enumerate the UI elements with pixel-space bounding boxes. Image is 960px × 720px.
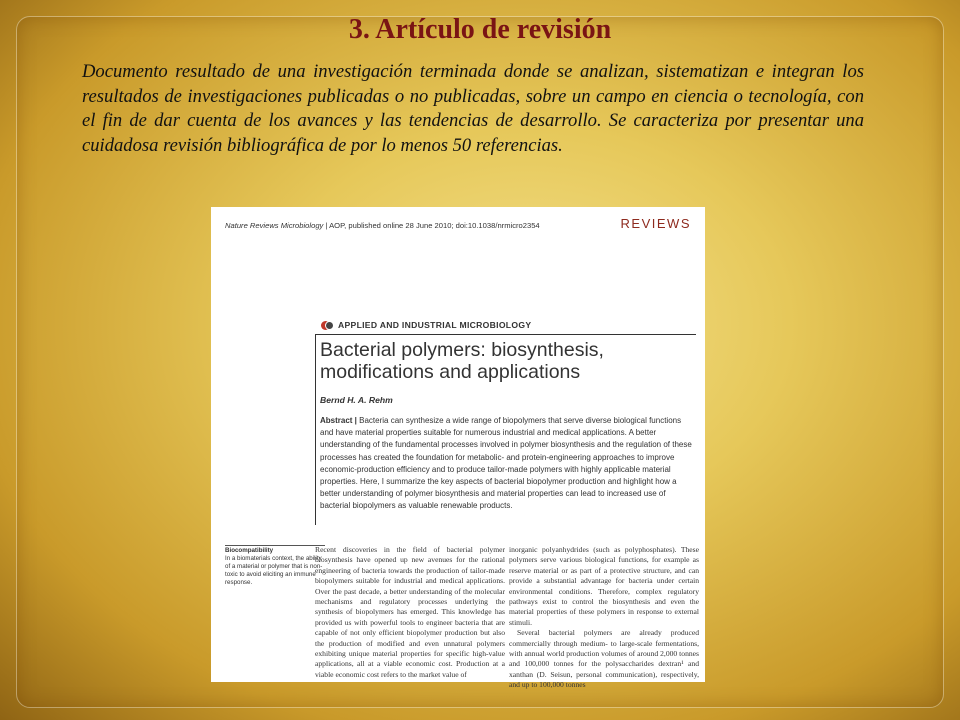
paper-section-label xyxy=(321,320,531,330)
paper-journal-details: | AOP, published online 28 June 2010; doi:10.1038/nrmicro2354 xyxy=(323,221,540,230)
section-logo-icon xyxy=(321,321,334,330)
paper-journal-name: Nature Reviews Microbiology xyxy=(225,221,324,230)
paper-column-2-para-2: Several bacterial polymers are already produced commercially through medium- to large-scale fermentations, with annual world production volumes of around 2,000 tonnes and 100,000 tonnes for the polysaccharides dextran¹ and xanthan (D. Seisun, personal communication), respectively, and up to 100,000 tonnes xyxy=(509,628,699,690)
paper-abstract-label: Abstract | xyxy=(320,416,357,425)
paper-sidebar-glossary xyxy=(225,545,325,587)
paper-sidebar-term: Biocompatibility xyxy=(225,545,325,555)
paper-section-text: APPLIED AND INDUSTRIAL MICROBIOLOGY xyxy=(338,320,532,330)
paper-column-2 xyxy=(509,545,699,691)
slide-title: 3. Artículo de revisión xyxy=(348,14,612,45)
paper-abstract-text: Bacteria can synthesize a wide range of biopolymers that serve diverse biological functions and have material properties suitable for numerous industrial and medical applications. A better understanding of the fundamental processes involved in polymer biosynthesis and the regulation of these processes has created the foundation for metabolic- and protein-engineering approaches to improve economic-production efficiency and to produce tailor-made polymers with highly applicable material properties. Here, I summarize the key aspects of bacterial biopolymer production and highlight how a better understanding of polymer biosynthesis and material properties can lead to increased use of bacterial biopolymers as valuable renewable products. xyxy=(320,416,692,511)
paper-author: Bernd H. A. Rehm xyxy=(320,395,393,405)
paper-sidebar-definition: In a biomaterials context, the ability of a material or polymer that is non-toxic to avoid eliciting an immune response. xyxy=(225,555,323,586)
paper-title: Bacterial polymers: biosynthesis, modifications and applications xyxy=(320,339,604,383)
paper-image xyxy=(211,207,705,690)
paper-column-1: Recent discoveries in the field of bacterial polymer biosynthesis have opened up new avenues for the rational engineering of bacteria towards the production of tailor-made biopolymers suitable for industrial and medical applications. Over the past decade, a better understanding of the molecular mechanisms and regulatory processes underlying the synthesis of biopolymers has emerged. This knowledge has provided us with powerful tools to engineer bacteria that are capable of not only efficient biopolymer production but also the production of modified and even unnatural polymers exhibiting unique material properties for specific high-value applications, all at a viable economic cost. Production at a viable economic cost refers to the market value of xyxy=(315,545,505,679)
paper-reviews-badge: REVIEWS xyxy=(620,216,691,231)
paper-column-2-para-1: inorganic polyanhydrides (such as polyphosphates). These polymers serve various biological functions, for example as reserve material or as part of a protective structure, and can provide a substantial advantage for bacteria under certain environmental conditions. Therefore, complex regulatory pathways exist to control the biosynthesis and even the material properties of these polymers in response to external stimuli. xyxy=(509,545,699,627)
paper-abstract xyxy=(320,415,692,513)
slide-body-text: Documento resultado de una investigación terminada donde se analizan, sistematizan e integran los resultados de investigaciones publicadas o no publicadas, sobre un campo en ciencia o tecnología, con el fin de dar cuenta de los avances y las tendencias de desarrollo. Se caracteriza por presentar una cuidadosa revisión bibliográfica de por lo menos 50 referencias. xyxy=(82,61,864,156)
paper-journal-line xyxy=(225,221,540,230)
